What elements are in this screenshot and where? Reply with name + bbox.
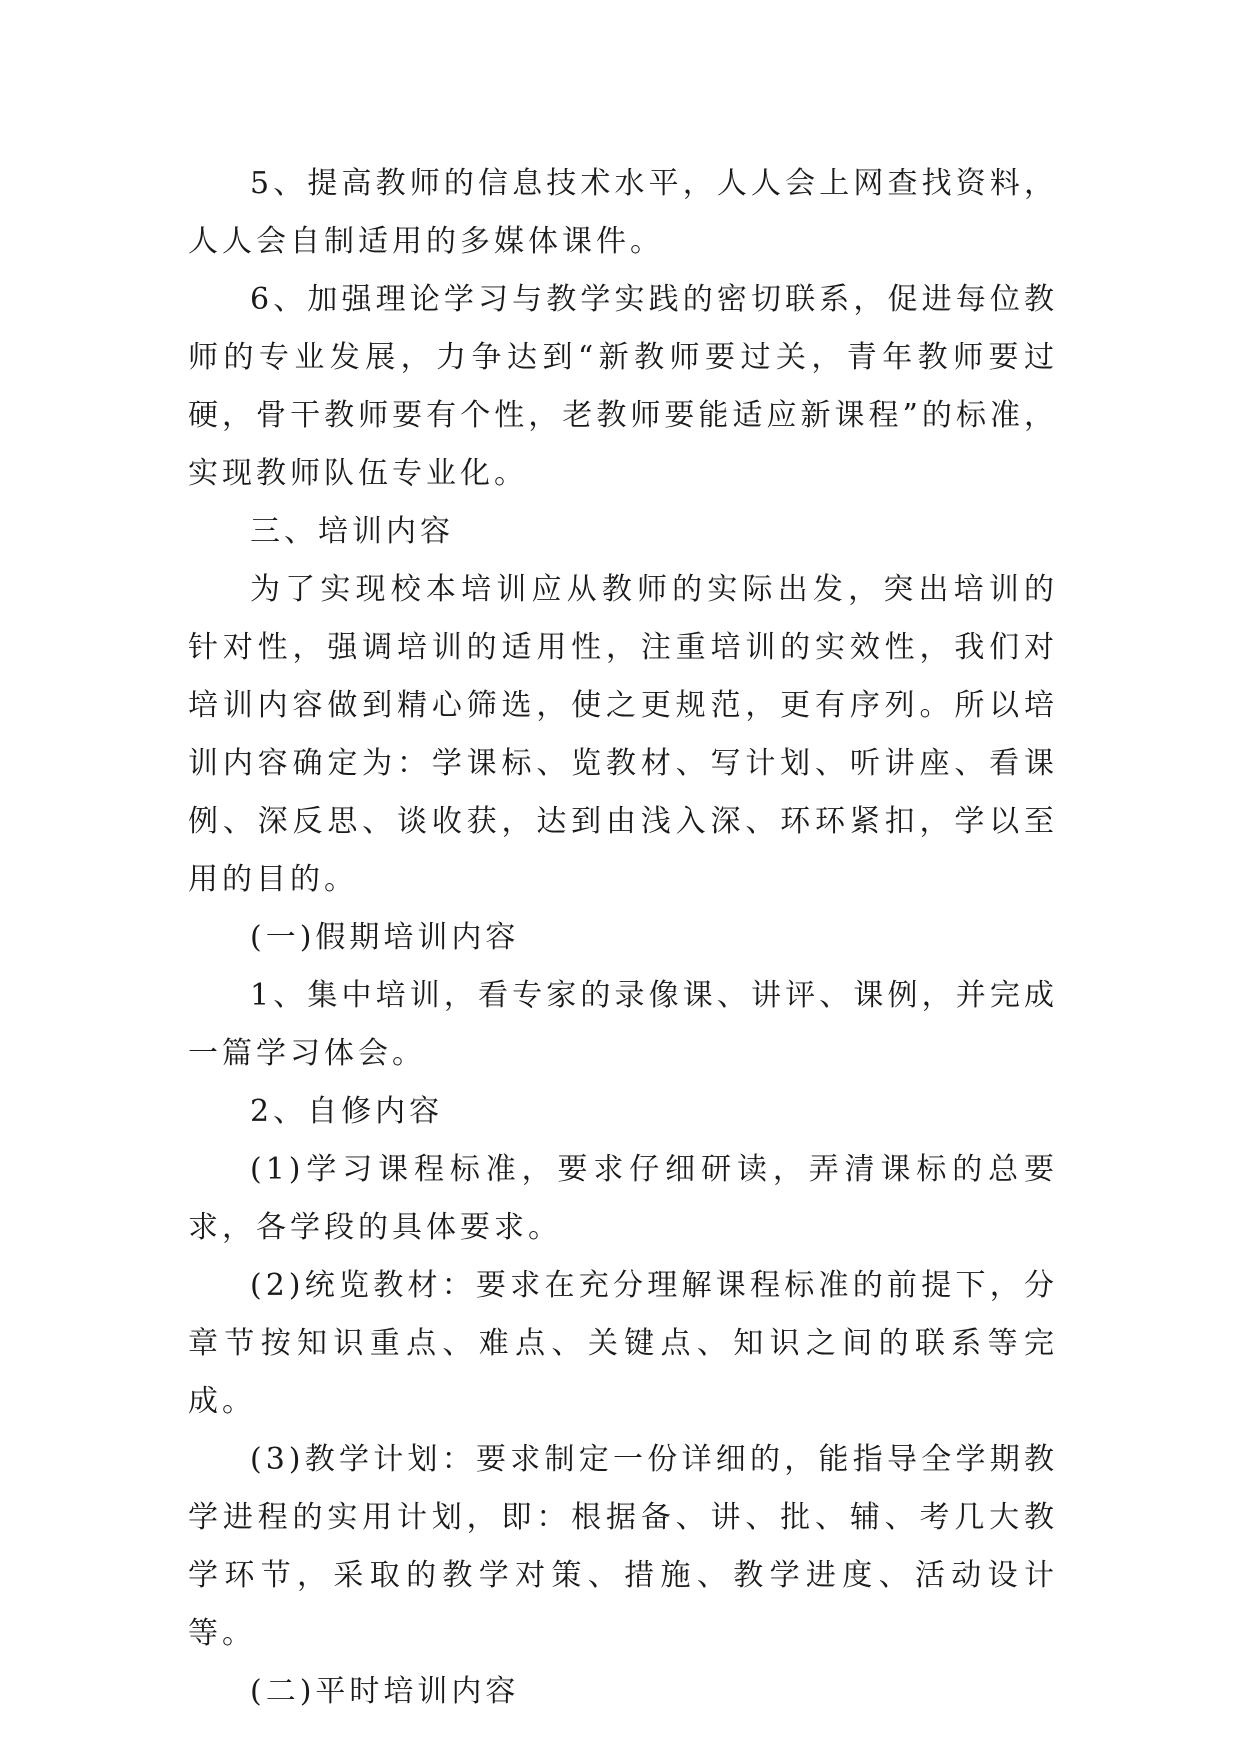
paragraph-teaching-plan: (3)教学计划：要求制定一份详细的，能指导全学期教学进程的实用计划，即：根据备、讲、批、辅、考几大教学环节，采取的教学对策、措施、教学进度、活动设计等。 — [188, 1442, 1058, 1651]
paragraph-item-5: 5、提高教师的信息技术水平，人人会上网查找资料，人人会自制适用的多媒体课件。 — [188, 166, 1058, 259]
paragraph-centralized-training: 1、集中培训，看专家的录像课、讲评、课例，并完成一篇学习体会。 — [188, 978, 1058, 1071]
paragraph-item-6: 6、加强理论学习与教学实践的密切联系，促进每位教师的专业发展，力争达到“新教师要过关，青年教师要过硬，骨干教师要有个性，老教师要能适应新课程”的标准，实现教师队伍专业化。 — [188, 282, 1058, 491]
subheading-regular-training: (二)平时培训内容 — [250, 1674, 520, 1709]
subheading-holiday-training: (一)假期培训内容 — [250, 920, 520, 955]
paragraph-curriculum-standards: (1)学习课程标准，要求仔细研读，弄清课标的总要求，各学段的具体要求。 — [188, 1152, 1058, 1245]
subheading-self-study: 2、自修内容 — [250, 1094, 444, 1129]
paragraph-training-purpose: 为了实现校本培训应从教师的实际出发，突出培训的针对性，强调培训的适用性，注重培训的实效性，我们对培训内容做到精心筛选，使之更规范，更有序列。所以培训内容确定为：学课标、览教材、写计划、听讲座、看课例、深反思、谈收获，达到由浅入深、环环紧扣，学以至用的目的。 — [188, 572, 1058, 897]
document-body — [188, 155, 1058, 1721]
paragraph-textbook-overview: (2)统览教材：要求在充分理解课程标准的前提下，分章节按知识重点、难点、关键点、知识之间的联系等完成。 — [188, 1268, 1058, 1419]
section-heading-training-content: 三、培训内容 — [250, 514, 454, 549]
